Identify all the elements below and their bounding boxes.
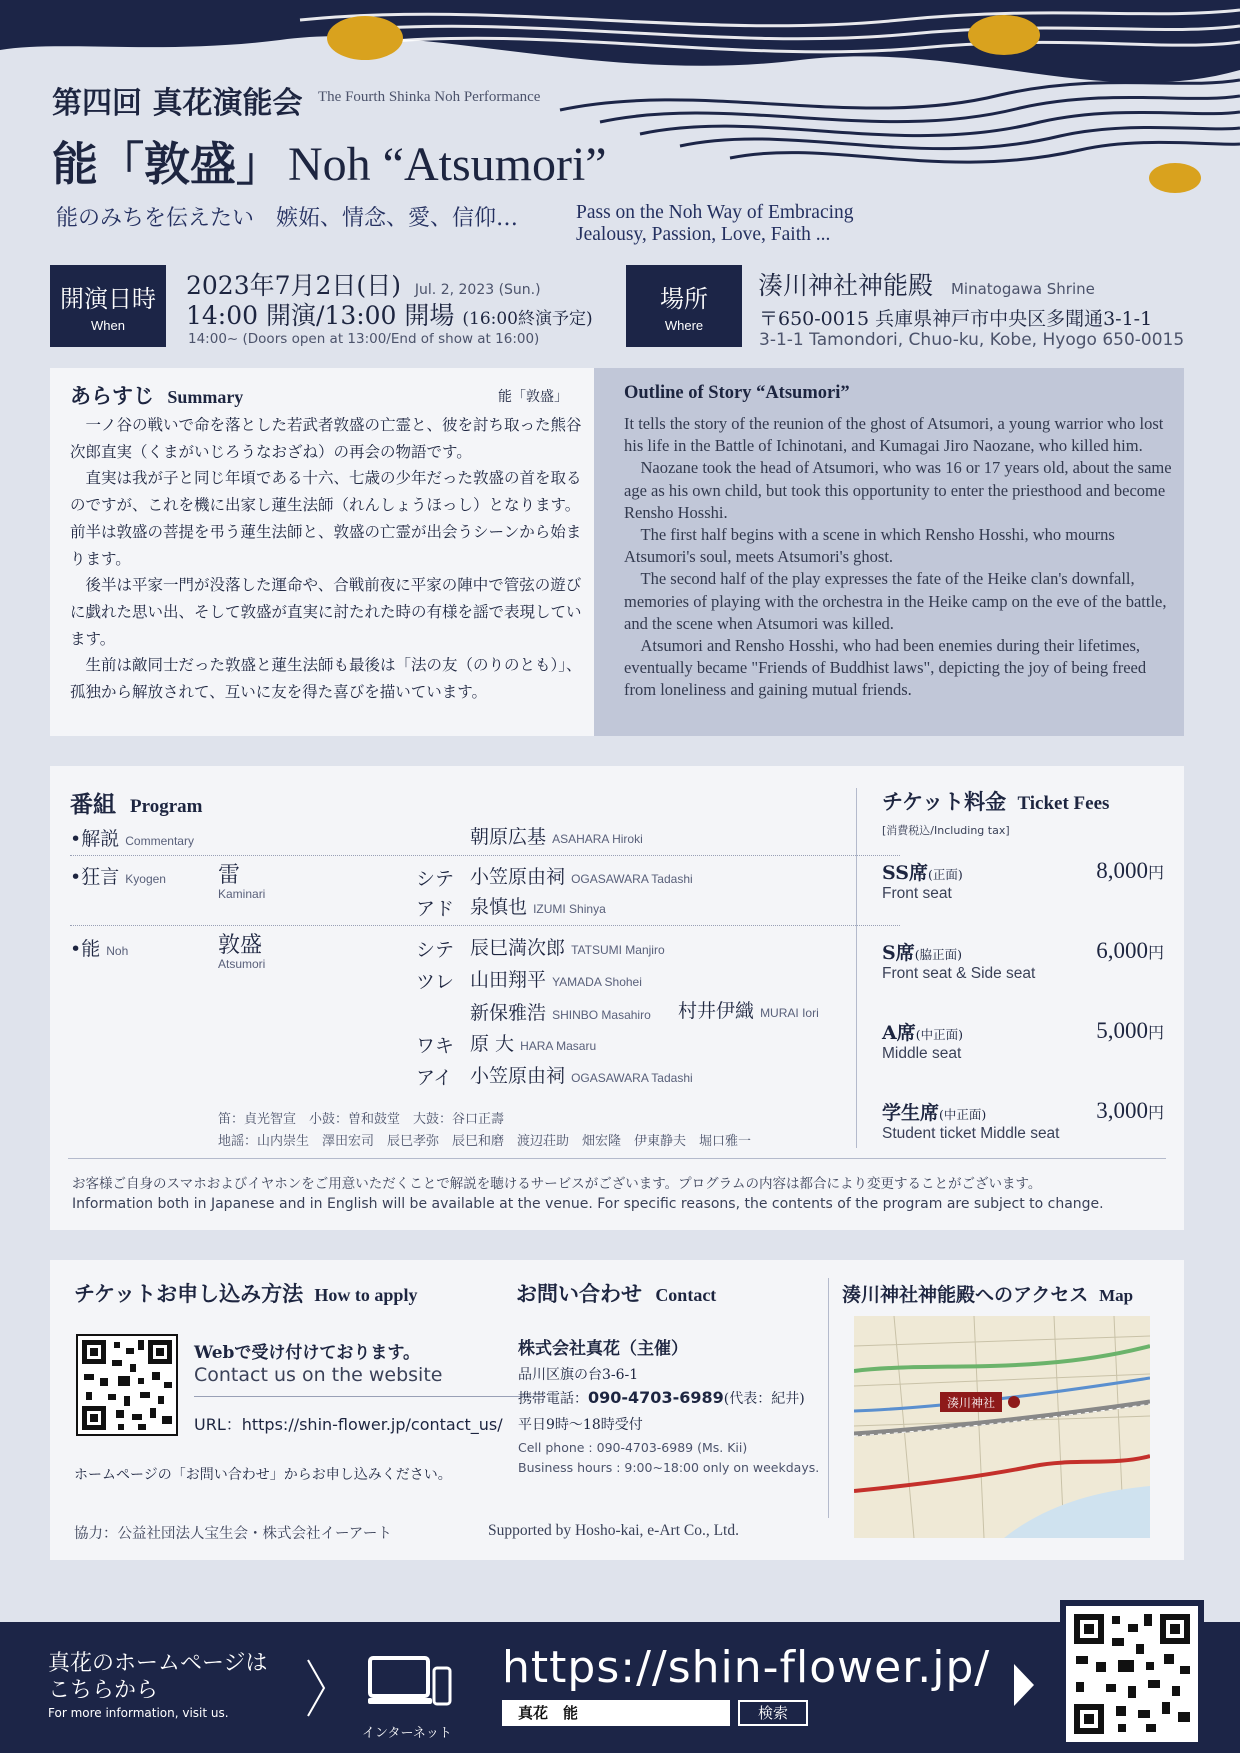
noh-cast: [470, 1061, 693, 1088]
outline-body: [624, 413, 1174, 702]
name-jp: 原 大: [470, 1033, 515, 1055]
name-en: OGASAWARA Tadashi: [571, 872, 693, 886]
fee-name: SS席: [882, 862, 929, 884]
fee-price: 5,000: [1096, 1018, 1148, 1043]
address-en: 3-1-1 Tamondori, Chuo-ku, Kobe, Hyogo 650-0015: [759, 330, 1185, 350]
musicians: 笛：貞光智宣 小鼓：曽和鼓堂 大鼓：谷口正壽: [218, 1112, 505, 1127]
outline-paragraph: The first half begins with a scene in which Rensho Hosshi, who mourns Atsumori's soul, meets Atsumori's ghost.: [624, 525, 1115, 567]
summary-paragraph: 直実は我が子と同じ年頃である十六、七歳の少年だった敦盛の首を取るのですが、これを機に出家し蓮生法師（れんしょうほっし）となります。前半は敦盛の菩提を弔う蓮生法師と、敦盛の亡霊が出会うシーンから始まります。: [70, 469, 582, 568]
gold-ornament: [968, 15, 1040, 55]
tax-note: [消費税込/Including tax]: [882, 824, 1010, 837]
name-en: MURAI Iori: [760, 1006, 819, 1020]
fees-separator: [856, 788, 857, 1148]
label-jp: •解説: [70, 828, 120, 850]
name-jp: 朝原広基: [470, 826, 547, 848]
info-panel: [50, 1260, 1184, 1560]
fee-name: A席: [882, 1022, 916, 1044]
summary-panel: [50, 368, 594, 736]
where-label: [626, 265, 742, 347]
fees-title-jp: チケット料金: [882, 789, 1007, 814]
footer-line: こちらから: [48, 1678, 159, 1703]
page-title: [52, 128, 607, 194]
commentary-label: [70, 824, 194, 851]
fee-item: [882, 1098, 1172, 1143]
phone-label: 携帯電話：: [518, 1391, 588, 1407]
apply-web-en: Contact us on the website: [194, 1364, 443, 1386]
fee-name: S席: [882, 942, 915, 964]
fee-price: 6,000: [1096, 938, 1148, 963]
play-jp: 敦盛: [218, 933, 263, 958]
fee-sub: (正面): [928, 867, 963, 882]
name-en: OGASAWARA Tadashi: [571, 1071, 693, 1085]
fee-en: Student ticket Middle seat: [882, 1125, 1060, 1142]
phone-number[interactable]: 090-4703-6989: [588, 1388, 724, 1407]
apply-divider: [194, 1396, 544, 1397]
fee-en: Middle seat: [882, 1045, 962, 1062]
label-en: Noh: [106, 944, 129, 958]
name-jp: 新保雅浩: [470, 1002, 547, 1024]
outline-panel: [594, 368, 1184, 736]
fee-unit: 円: [1147, 945, 1164, 962]
event-time: [186, 296, 593, 332]
apply-title-en: How to apply: [314, 1285, 418, 1305]
map-title-jp: 湊川神社神能殿へのアクセス: [842, 1284, 1089, 1306]
noh-role: アイ: [416, 1067, 453, 1089]
search-field[interactable]: 真花 能: [502, 1700, 730, 1726]
apply-url[interactable]: URL：https://shin-flower.jp/contact_us/: [194, 1415, 503, 1434]
noh-cast: [678, 996, 819, 1023]
name-jp: 小笠原由祠: [470, 866, 566, 888]
date-en: Jul. 2, 2023 (Sun.): [414, 282, 541, 298]
time-jp: 14:00 開演/13:00 開場: [186, 301, 455, 330]
contact-company: 株式会社真花（主催）: [518, 1339, 688, 1359]
where-label-jp: 場所: [660, 285, 708, 313]
play-en: Atsumori: [218, 957, 266, 971]
noh-cast: [470, 965, 642, 992]
fee-en: Front seat: [882, 885, 952, 902]
fee-unit: 円: [1147, 1105, 1164, 1122]
contact-phone-en: Cell phone : 090-4703-6989 (Ms. Kii): [518, 1440, 748, 1455]
gold-ornament: [1149, 163, 1201, 193]
fee-item: [882, 858, 1172, 903]
map-separator: [828, 1278, 831, 1518]
outline-title: Outline of Story “Atsumori”: [624, 383, 850, 403]
outline-paragraph: The second half of the play expresses the fate of the Heike clan's downfall, memories of playing with the orchestra in the Heike camp on the eve of the battle, and the scene when Atsumori was killed.: [624, 569, 1167, 633]
label-jp: •能: [70, 938, 101, 960]
fee-price: 8,000: [1096, 858, 1148, 883]
outline-paragraph: Naozane took the head of Atsumori, who was 16 or 17 years old, about the same age as his own child, but took this opportunity to enter the priesthood and become Rensho Hosshi.: [624, 458, 1172, 522]
summary-title-en: Summary: [167, 387, 244, 407]
name-jp: 山田翔平: [470, 969, 547, 991]
fee-item: [882, 1018, 1172, 1063]
when-label: [50, 265, 166, 347]
fee-unit: 円: [1147, 865, 1164, 882]
apply-note: ホームページの「お問い合わせ」からお申し込みください。: [74, 1467, 452, 1483]
tagline-en-line: Jealousy, Passion, Love, Faith ...: [576, 224, 831, 245]
apply-title: [74, 1278, 417, 1308]
summary-paragraph: 後半は平家一門が没落した運命や、合戦前夜に平家の陣中で管弦の遊びに戯れた思い出、そして敦盛が直実に討たれた時の有様を謡で表現しています。: [70, 576, 582, 648]
date-jp: 2023年7月2日(日): [186, 271, 401, 300]
series-title: 第四回 真花演能会: [52, 86, 303, 121]
outline-paragraph: Atsumori and Rensho Hosshi, who had been enemies during their lifetimes, eventually became "Friends of Buddhist laws", depicting the joy of being freed from loneliness and gaining mutual friends.: [624, 636, 1147, 700]
noh-cast: [470, 933, 665, 960]
kyogen-role: シテ: [416, 868, 455, 890]
noh-play: [218, 928, 265, 971]
noh-label: [70, 934, 128, 961]
kyogen-play: [218, 858, 265, 901]
footer-url[interactable]: https://shin-flower.jp/: [502, 1642, 991, 1693]
outline-paragraph: It tells the story of the reunion of the ghost of Atsumori, a young warrior who lost his life in the Battle of Ichinotani, and Kumagai Jiro Naozane, who killed him.: [624, 414, 1164, 456]
support-jp: 協力：公益社団法人宝生会・株式会社イーアート: [74, 1526, 392, 1542]
play-jp: 雷: [218, 863, 241, 888]
tagline-en: [576, 202, 854, 246]
name-en: ASAHARA Hiroki: [552, 832, 643, 846]
label-en: Kyogen: [125, 872, 166, 886]
fee-sub: (脇正面): [914, 947, 962, 962]
name-jp: 辰巳満次郎: [470, 937, 566, 959]
fee-sub: (中正面): [939, 1107, 987, 1122]
chorus: 地謡：山内崇生 澤田宏司 辰巳孝弥 辰巳和磨 渡辺荘助 畑宏隆 伊東静夫 堀口雅一: [218, 1134, 752, 1149]
search-button[interactable]: 検索: [738, 1700, 808, 1726]
notice-divider: [68, 1158, 1166, 1159]
venue: [758, 266, 1095, 302]
title-en: Noh “Atsumori”: [288, 138, 607, 191]
footer-message: [48, 1650, 268, 1722]
phone-note: (代表：紀井): [723, 1391, 805, 1407]
contact-hours-jp: 平日9時〜18時受付: [518, 1417, 643, 1433]
time-en: 14:00~ (Doors open at 13:00/End of show at 16:00): [188, 331, 540, 347]
fee-unit: 円: [1147, 1025, 1164, 1042]
program-panel: [50, 766, 1184, 1230]
name-jp: 泉慎也: [470, 896, 528, 918]
program-divider: [70, 855, 900, 856]
label-jp: •狂言: [70, 866, 120, 888]
fee-item: [882, 938, 1172, 983]
noh-role: シテ: [416, 939, 455, 961]
contact-title-en: Contact: [655, 1285, 717, 1305]
contact-hours-en: Business hours : 9:00~18:00 only on weekdays.: [518, 1460, 820, 1475]
gold-ornament: [327, 16, 403, 60]
series-title-en: The Fourth Shinka Noh Performance: [318, 89, 541, 105]
notice-jp: お客様ご自身のスマホおよびイヤホンをご用意いただくことで解説を聴けるサービスがございます。プログラムの内容は都合により変更することがございます。: [72, 1176, 1042, 1192]
footer-qr-code-icon[interactable]: [1060, 1600, 1204, 1748]
program-title-jp: 番組: [70, 791, 116, 818]
program-title: [70, 786, 202, 819]
noh-role: ツレ: [416, 971, 455, 993]
contact-title: [516, 1278, 716, 1308]
apply-title-jp: チケットお申し込み方法: [74, 1281, 304, 1306]
summary-body: [70, 412, 582, 706]
venue-jp: 湊川神社神能殿: [758, 271, 934, 300]
qr-code-icon[interactable]: [76, 1334, 178, 1436]
where-label-en: Where: [664, 318, 704, 333]
chevron-right-icon: [304, 1658, 328, 1718]
fee-name: 学生席: [882, 1102, 940, 1124]
summary-title-jp: あらすじ: [70, 383, 154, 408]
kyogen-role: アド: [416, 898, 455, 920]
tagline-jp: 能のみちを伝えたい 嫉妬、情念、愛、信仰…: [56, 206, 519, 231]
notice-en: Information both in Japanese and in English will be available at the venue. For specific reasons, the contents of the program are subject to change.: [72, 1196, 1104, 1212]
label-en: Commentary: [125, 834, 194, 848]
support-en: Supported by Hosho-kai, e-Art Co., Ltd.: [488, 1522, 739, 1539]
map-graphic: [854, 1316, 1150, 1538]
name-en: SHINBO Masahiro: [552, 1008, 651, 1022]
footer: [0, 1622, 1240, 1753]
fee-sub: (中正面): [915, 1027, 964, 1042]
footer-en: For more information, visit us.: [48, 1706, 229, 1720]
commentary-name: [470, 822, 643, 849]
title-jp: 能「敦盛」: [52, 137, 282, 191]
kyogen-label: [70, 862, 166, 889]
summary-paragraph: 生前は敵同士だった敦盛と蓮生法師も最後は「法の友（のりのとも）」、孤独から解放されて、互いに友を得た喜びを描いています。: [70, 656, 582, 702]
internet-label: インターネット: [362, 1726, 452, 1741]
name-en: TATSUMI Manjiro: [571, 943, 665, 957]
contact-phone: [518, 1388, 805, 1408]
contact-address: 品川区旗の台3-6-1: [518, 1367, 639, 1383]
when-label-en: When: [91, 318, 125, 333]
name-jp: 村井伊織: [678, 1000, 755, 1022]
map-title-en: Map: [1099, 1286, 1134, 1305]
map-title: [842, 1280, 1133, 1307]
venue-en: Minatogawa Shrine: [950, 280, 1095, 298]
fees-title-en: Ticket Fees: [1017, 793, 1110, 814]
when-label-jp: 開演日時: [60, 285, 156, 313]
fees-title: [882, 786, 1109, 816]
play-arrow-icon: [1012, 1662, 1036, 1708]
play-en: Kaminari: [218, 887, 266, 901]
map-shrine-label: 湊川神社: [946, 1396, 996, 1410]
noh-cast: [470, 998, 651, 1025]
address-jp: 〒650-0015 兵庫県神戸市中央区多聞通3-1-1: [759, 308, 1153, 330]
name-en: YAMADA Shohei: [552, 975, 642, 989]
name-jp: 小笠原由祠: [470, 1065, 566, 1087]
kyogen-cast: [470, 892, 606, 919]
contact-title-jp: お問い合わせ: [516, 1281, 642, 1306]
fee-price: 3,000: [1096, 1098, 1148, 1123]
tagline-en-line: Pass on the Noh Way of Embracing: [576, 202, 854, 223]
name-en: IZUMI Shinya: [533, 902, 606, 916]
summary-tag: 能「敦盛」: [498, 389, 568, 405]
apply-web-jp: Webで受け付けております。: [194, 1343, 421, 1363]
time-note: (16:00終演予定): [462, 309, 593, 329]
kyogen-cast: [470, 862, 693, 889]
name-en: HARA Masaru: [520, 1039, 597, 1053]
computer-icon: [368, 1654, 452, 1710]
summary-paragraph: 一ノ谷の戦いで命を落とした若武者敦盛の亡霊と、彼を討ち取った熊谷次郎直実（くまがいじろうなおざね）の再会の物語です。: [70, 416, 582, 461]
program-title-en: Program: [130, 796, 203, 817]
program-divider: [70, 925, 900, 926]
noh-role: ワキ: [416, 1035, 455, 1057]
summary-title: [70, 380, 243, 410]
access-map[interactable]: [854, 1316, 1150, 1538]
footer-line: 真花のホームページは: [48, 1651, 268, 1676]
noh-cast: [470, 1029, 596, 1056]
fee-en: Front seat & Side seat: [882, 965, 1036, 982]
